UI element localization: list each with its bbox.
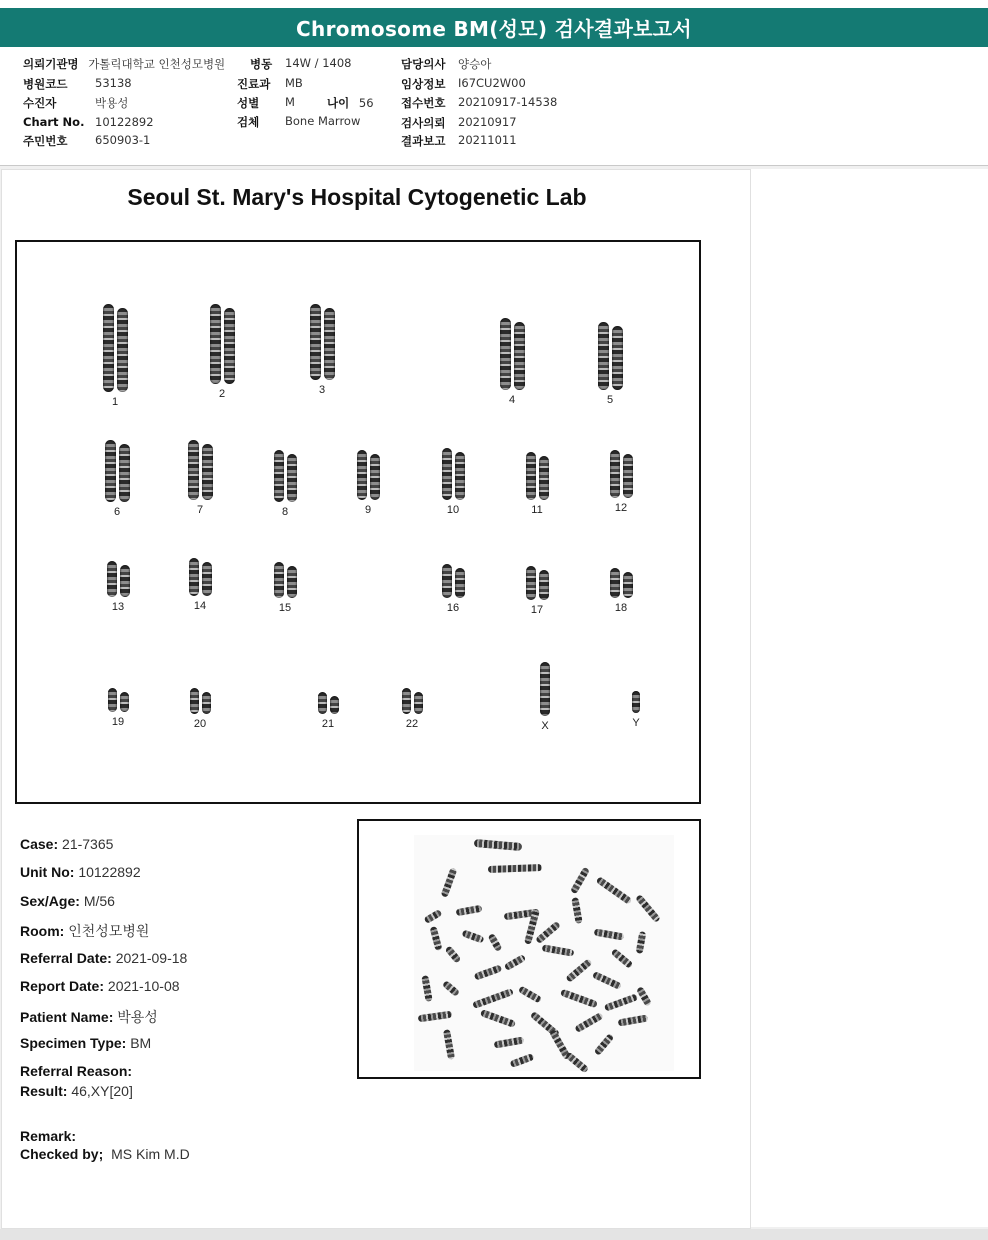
metaphase-chromosome [445, 945, 462, 963]
report-date-label: Report Date: [20, 978, 105, 994]
chromatid [287, 566, 297, 598]
chromatid [310, 304, 321, 380]
info-label: 진료과 [237, 77, 271, 91]
info-sex [237, 95, 295, 111]
chromatid [610, 568, 620, 598]
specimen-type-label: Specimen Type: [20, 1035, 127, 1051]
chromosome-pair [616, 691, 656, 713]
metaphase-chromosome [596, 876, 633, 905]
info-value: 20210917 [458, 115, 517, 129]
metaphase-chromosome [474, 839, 523, 851]
chromosome-pair [348, 450, 388, 500]
info-label: 의뢰기관명 [23, 57, 79, 71]
chromosome-pair [601, 568, 641, 598]
chromatid [224, 308, 235, 384]
info-value: 가톨릭대학교 인천성모병원 [88, 57, 226, 71]
chromosome-pair [302, 304, 342, 380]
karyotype-image [15, 240, 701, 804]
chromosome-label: 22 [405, 718, 419, 730]
metaphase-chromosome [421, 975, 432, 1002]
metaphase-chromosome [423, 909, 442, 924]
chromosome-y [616, 691, 656, 729]
metaphase-chromosome [594, 928, 625, 940]
chromatid [414, 692, 423, 714]
chromosome-18 [601, 568, 641, 614]
result-field [20, 1083, 133, 1099]
metaphase-chromosome [635, 894, 661, 923]
chromosome-14 [180, 558, 220, 612]
metaphase-chromosome [456, 905, 483, 916]
metaphase-chromosome [443, 1029, 455, 1060]
metaphase-chromosome [574, 1012, 603, 1033]
info-value: Bone Marrow [285, 114, 361, 128]
info-value: 56 [358, 96, 374, 110]
chromosome-pair [492, 318, 532, 390]
info-value: I67CU2W00 [458, 76, 526, 90]
info-institution [23, 56, 225, 72]
report-header-bar [0, 8, 988, 47]
cytogenetic-report [1, 169, 751, 1229]
metaphase-chromosome [510, 1053, 535, 1068]
chromatid [357, 450, 367, 500]
chromosome-pair [392, 688, 432, 714]
chromosome-21 [308, 692, 348, 730]
chromatid [318, 692, 327, 714]
chromatid [119, 444, 130, 502]
chromosome-label: 16 [446, 602, 460, 614]
chromosome-label: 19 [111, 716, 125, 728]
metaphase-chromosome [611, 948, 634, 969]
referral-date-value: 2021-09-18 [115, 950, 188, 966]
metaphase-chromosome [487, 933, 502, 952]
info-label: 결과보고 [401, 134, 446, 148]
chromatid [610, 450, 620, 498]
metaphase-chromosome [441, 867, 458, 898]
metaphase-chromosome [504, 954, 527, 971]
specimen-type-field [20, 1035, 151, 1051]
chromosome-label: 17 [530, 604, 544, 616]
case-label: Case: [20, 836, 59, 852]
chromosome-x [525, 662, 565, 732]
chromosome-pair [202, 304, 242, 384]
chromatid [612, 326, 623, 390]
chromosome-2 [202, 304, 242, 400]
chromatid [526, 452, 536, 500]
chromatid [210, 304, 221, 384]
room-value: 인천성모병원 [68, 923, 150, 939]
chromosome-label: 14 [193, 600, 207, 612]
chromosome-pair [95, 304, 135, 392]
room-label: Room: [20, 923, 65, 939]
patient-info-panel [0, 47, 988, 166]
chromosome-3 [302, 304, 342, 396]
unit-no-value: 10122892 [78, 864, 141, 880]
info-label: 접수번호 [401, 96, 446, 110]
metaphase-chromosome [604, 993, 638, 1011]
chromosome-19 [98, 688, 138, 728]
chromatid [540, 662, 550, 716]
report-header-title: Chromosome BM(성모) 검사결과보고서 [296, 17, 692, 41]
chromatid [107, 561, 117, 597]
chromatid [455, 568, 465, 598]
top-strip [0, 0, 988, 8]
info-label: 임상정보 [401, 77, 446, 91]
info-label: 나이 [327, 96, 350, 110]
chromosome-9 [348, 450, 388, 516]
chromatid [632, 691, 640, 713]
info-value: 양승아 [458, 57, 492, 71]
report-date-value: 2021-10-08 [107, 978, 180, 994]
chromosome-label: 20 [193, 718, 207, 730]
info-ward [250, 56, 352, 72]
chromosome-label: 18 [614, 602, 628, 614]
info-label: 담당의사 [401, 57, 446, 71]
chromatid [526, 566, 536, 600]
info-resident-no [23, 133, 151, 149]
info-value: 10122892 [95, 115, 154, 129]
chromosome-label: 3 [318, 384, 326, 396]
metaphase-chromosome [560, 989, 598, 1009]
chromosome-pair [590, 322, 630, 390]
result-value: 46,XY[20] [71, 1083, 133, 1099]
metaphase-chromosome [565, 958, 592, 983]
referral-date-label: Referral Date: [20, 950, 112, 966]
info-value: MB [285, 76, 303, 90]
info-receipt [401, 95, 558, 111]
patient-name-field [20, 1007, 158, 1027]
chromosome-label: 8 [281, 506, 289, 518]
specimen-type-value: BM [130, 1035, 152, 1051]
metaphase-chromosome [618, 1014, 649, 1026]
chromatid [202, 444, 213, 500]
metaphase-chromosome [442, 980, 460, 997]
chromosome-16 [433, 564, 473, 614]
patient-name-value: 박용성 [117, 1009, 158, 1025]
chromosome-pair [180, 558, 220, 596]
chromatid [202, 692, 211, 714]
chromosome-label: 15 [278, 602, 292, 614]
checked-by-value: MS Kim M.D [111, 1146, 190, 1162]
info-value: 박용성 [95, 96, 129, 110]
chromosome-pair [98, 688, 138, 712]
chromosome-7 [180, 440, 220, 516]
checked-by-field [20, 1146, 190, 1162]
info-value: 20210917-14538 [458, 95, 558, 109]
chromosome-6 [97, 440, 137, 518]
checked-by-label: Checked by; [20, 1146, 104, 1162]
metaphase-chromosome [594, 1033, 615, 1056]
chromosome-label: 9 [364, 504, 372, 516]
chromatid [324, 308, 335, 380]
chromosome-pair [601, 450, 641, 498]
chromatid [202, 562, 212, 596]
chromosome-20 [180, 688, 220, 730]
chromosome-label: 7 [196, 504, 204, 516]
chromosome-pair [525, 662, 565, 716]
chromosome-label: 6 [113, 506, 121, 518]
chromosome-13 [98, 561, 138, 613]
info-label: Chart No. [23, 115, 85, 129]
metaphase-chromosome [565, 1051, 589, 1073]
info-value: 20211011 [458, 133, 517, 147]
chromosome-pair [180, 440, 220, 500]
chromatid [190, 688, 199, 714]
chromosome-1 [95, 304, 135, 408]
metaphase-spread [414, 835, 674, 1071]
right-blank-pane [751, 169, 988, 1227]
chromosome-8 [265, 450, 305, 518]
chromatid [623, 572, 633, 598]
metaphase-chromosome [570, 867, 590, 895]
info-label: 검체 [237, 115, 260, 129]
chromatid [514, 322, 525, 390]
chromosome-10 [433, 448, 473, 516]
chromosome-15 [265, 562, 305, 614]
remark-field [20, 1128, 76, 1144]
sex-age-label: Sex/Age: [20, 893, 80, 909]
chromosome-4 [492, 318, 532, 406]
info-value: 650903-1 [95, 133, 151, 147]
info-hospital-code [23, 76, 132, 92]
chromatid [442, 448, 452, 500]
chromosome-label: 11 [531, 504, 543, 516]
chromatid [287, 454, 297, 502]
chromatid [539, 570, 549, 600]
chromosome-pair [180, 688, 220, 714]
info-chart-no [23, 115, 154, 129]
referral-reason-field [20, 1063, 132, 1079]
chromosome-label: 13 [111, 601, 125, 613]
metaphase-chromosome [430, 926, 443, 951]
chromosome-label: 1 [111, 396, 119, 408]
info-age [327, 95, 374, 111]
chromosome-11 [517, 452, 557, 516]
chromosome-label: Y [632, 717, 640, 729]
chromosome-12 [601, 450, 641, 514]
info-label: 수진자 [23, 96, 57, 110]
chromatid [330, 696, 339, 714]
chromosome-17 [517, 566, 557, 616]
chromatid [598, 322, 609, 390]
metaphase-chromosome [488, 864, 542, 873]
info-label: 성별 [237, 96, 260, 110]
chromatid [189, 558, 199, 596]
case-field [20, 836, 113, 852]
patient-name-label: Patient Name: [20, 1009, 114, 1025]
chromatid [117, 308, 128, 392]
chromosome-label: 4 [508, 394, 516, 406]
info-label: 검사의뢰 [401, 116, 446, 130]
info-value: 14W / 1408 [285, 56, 352, 70]
chromosome-pair [433, 448, 473, 500]
info-label: 병원코드 [23, 77, 68, 91]
chromatid [500, 318, 511, 390]
chromosome-pair [517, 566, 557, 600]
chromatid [370, 454, 380, 500]
sex-age-value: M/56 [83, 893, 115, 909]
chromosome-label: 5 [606, 394, 614, 406]
room-field [20, 921, 149, 941]
chromosome-pair [98, 561, 138, 597]
unit-no-field [20, 864, 141, 880]
chromosome-pair [308, 692, 348, 714]
info-result-report [401, 133, 517, 149]
chromosome-label: 21 [321, 718, 335, 730]
info-department [237, 76, 303, 92]
report-date-field [20, 978, 180, 994]
metaphase-chromosome [472, 988, 514, 1009]
metaphase-chromosome [571, 897, 582, 924]
lab-title: Seoul St. Mary's Hospital Cytogenetic Lab [127, 184, 587, 210]
chromosome-5 [590, 322, 630, 406]
chromosome-label: X [541, 720, 549, 732]
case-value: 21-7365 [62, 836, 114, 852]
chromosome-pair [97, 440, 137, 502]
chromatid [105, 440, 116, 502]
chromosome-pair [265, 450, 305, 502]
chromosome-pair [517, 452, 557, 500]
result-label: Result: [20, 1083, 68, 1099]
chromatid [402, 688, 411, 714]
metaphase-chromosome [636, 986, 652, 1007]
chromatid [188, 440, 199, 500]
metaphase-chromosome [535, 921, 561, 944]
chromatid [623, 454, 633, 498]
metaphase-chromosome [494, 1036, 525, 1048]
metaphase-chromosome [418, 1011, 453, 1023]
metaphase-chromosome [518, 985, 542, 1003]
unit-no-label: Unit No: [20, 864, 75, 880]
remark-label: Remark: [20, 1128, 77, 1144]
chromatid [274, 562, 284, 598]
sex-age-field [20, 893, 115, 909]
chromosome-22 [392, 688, 432, 730]
info-patient [23, 95, 129, 111]
chromatid [274, 450, 284, 502]
referral-date-field [20, 950, 187, 966]
bottom-scroll-area [0, 1229, 988, 1240]
chromosome-pair [265, 562, 305, 598]
metaphase-chromosome [542, 944, 575, 956]
metaphase-chromosome [480, 1009, 516, 1028]
info-clinical [401, 76, 526, 92]
chromosome-label: 10 [446, 504, 460, 516]
info-specimen [237, 114, 361, 130]
chromatid [539, 456, 549, 500]
chromosome-pair [433, 564, 473, 598]
chromatid [103, 304, 114, 392]
chromatid [120, 565, 130, 597]
chromosome-label: 2 [218, 388, 226, 400]
chromatid [108, 688, 117, 712]
info-label: 주민번호 [23, 134, 68, 148]
metaphase-chromosome [461, 929, 484, 943]
chromatid [442, 564, 452, 598]
chromatid [455, 452, 465, 500]
metaphase-chromosome [636, 931, 647, 954]
info-doctor [401, 56, 492, 72]
metaphase-chromosome [474, 964, 503, 980]
info-label: 병동 [250, 57, 273, 71]
info-value: M [285, 95, 295, 109]
chromosome-label: 12 [614, 502, 628, 514]
metaphase-image [357, 819, 701, 1079]
chromatid [120, 692, 129, 712]
info-exam-request [401, 115, 517, 131]
metaphase-chromosome [592, 971, 622, 990]
info-value: 53138 [95, 76, 132, 90]
referral-reason-label: Referral Reason: [20, 1063, 133, 1079]
